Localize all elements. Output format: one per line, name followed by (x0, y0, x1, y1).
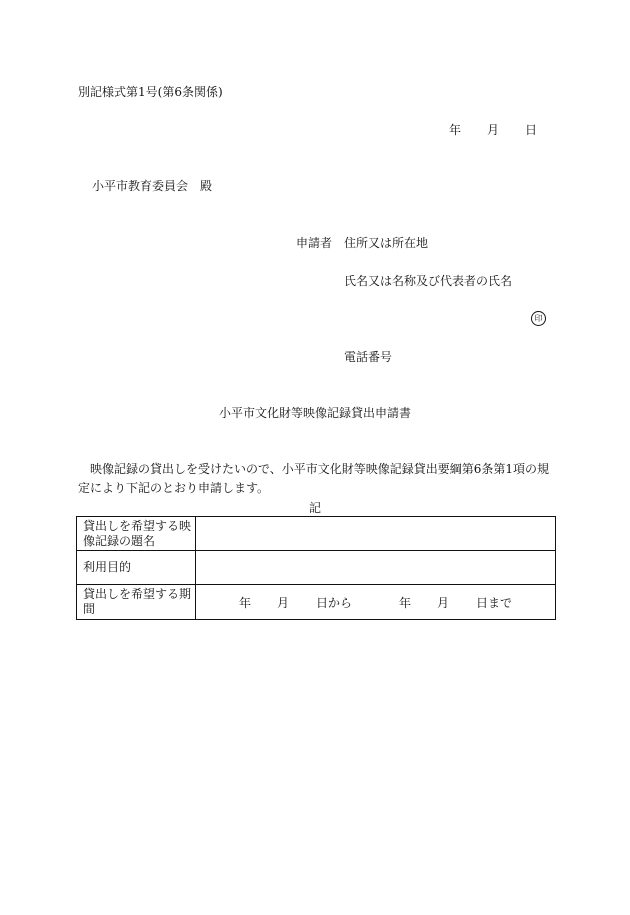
to-month-label: 月 (437, 595, 450, 610)
purpose-value-cell[interactable] (196, 551, 556, 585)
from-month-label: 月 (276, 595, 289, 610)
date-month-label: 月 (487, 123, 500, 137)
addressee-suffix: 殿 (200, 179, 213, 193)
addressee-name: 小平市教育委員会 (92, 179, 189, 193)
to-day-label: 日まで (476, 595, 513, 610)
row-label-title: 貸出しを希望する映像記録の題名 (77, 517, 196, 551)
row-label-purpose: 利用目的 (77, 551, 196, 585)
title-value-cell[interactable] (196, 517, 556, 551)
name-label: 氏名又は名称及び代表者の氏名 (344, 274, 513, 288)
date-day-label: 日 (525, 123, 538, 137)
applicant-label: 申請者 (296, 236, 333, 250)
table-row-title (77, 517, 556, 551)
record-label: 記 (308, 501, 321, 515)
addressee (92, 178, 212, 194)
period-value-cell[interactable] (196, 585, 556, 620)
period-fields (196, 585, 555, 619)
from-year-label: 年 (238, 595, 251, 610)
body-paragraph: 映像記録の貸出しを受けたいので、小平市文化財等映像記録貸出要綱第6条第1項の規定により下記のとおり申請します。 (78, 462, 550, 495)
form-number: 別記様式第1号(第6条関係) (78, 85, 223, 99)
table-row-period (77, 585, 556, 620)
table-row-purpose (77, 551, 556, 585)
application-table (76, 516, 556, 620)
seal-mark: 印 (531, 311, 546, 326)
from-day-label: 日から (315, 595, 352, 610)
to-year-label: 年 (399, 595, 412, 610)
row-label-period: 貸出しを希望する期間 (77, 585, 196, 620)
date-year-label: 年 (449, 123, 462, 137)
address-label: 住所又は所在地 (344, 236, 429, 250)
application-date (449, 122, 537, 138)
document-title: 小平市文化財等映像記録貸出申請書 (218, 406, 411, 420)
phone-label: 電話番号 (344, 350, 393, 364)
